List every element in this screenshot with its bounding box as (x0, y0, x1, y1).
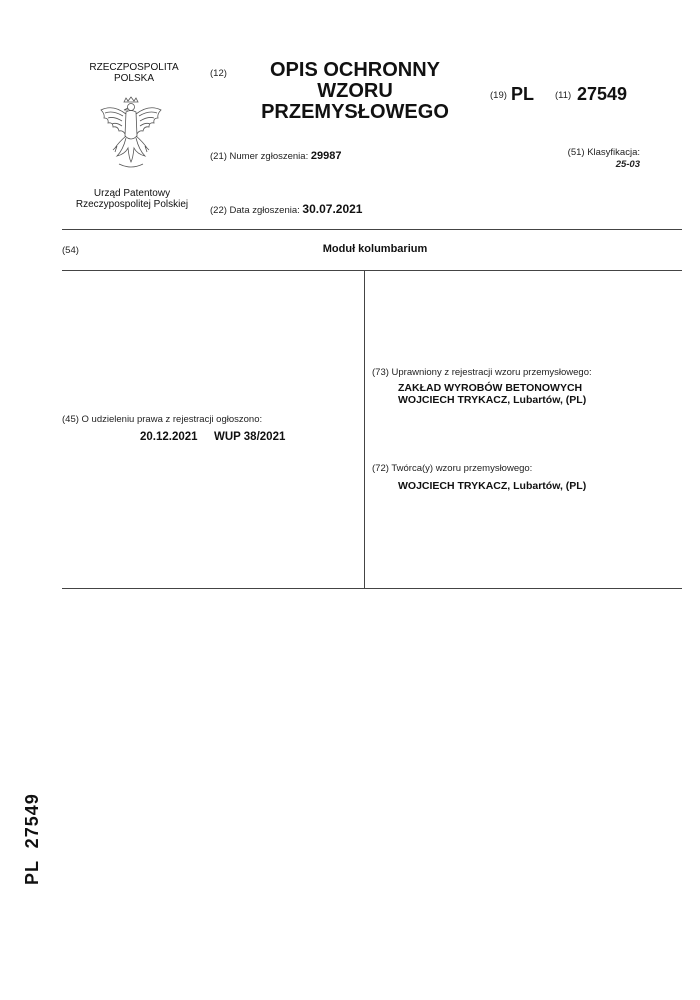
patent-office-name (57, 188, 207, 210)
author-name: WOJCIECH TRYKACZ, Lubartów, (PL) (398, 480, 587, 492)
application-date-value: 30.07.2021 (302, 202, 363, 216)
side-registration-label: PL 27549 (22, 793, 42, 885)
document-type-title (250, 60, 460, 123)
rule-top (62, 229, 682, 230)
office-line-1: Urząd Patentowy (93, 188, 171, 199)
author-label: (72) Twórca(y) wzoru przemysłowego: (372, 463, 533, 474)
holder-line-1: ZAKŁAD WYROBÓW BETONOWYCH (398, 382, 583, 394)
office-line-2: Rzeczypospolitej Polskiej (75, 199, 189, 210)
application-number-label: (21) Numer zgłoszenia: (210, 151, 309, 162)
country-code: PL (511, 84, 535, 104)
holder-line-2: WOJCIECH TRYKACZ, Lubartów, (PL) (398, 394, 587, 406)
column-divider (364, 270, 365, 588)
title-line-2: WZORU (317, 80, 393, 102)
country-line-1: RZECZPOSPOLITA (89, 62, 179, 73)
application-date-label: (22) Data zgłoszenia: (210, 205, 300, 216)
title-line-3: PRZEMYSŁOWEGO (261, 101, 449, 123)
country-line-2: POLSKA (113, 73, 155, 84)
rule-under-title (62, 270, 682, 271)
holder-name (398, 382, 586, 406)
publication-label: (45) O udzieleniu prawa z rejestracji ogłoszono: (62, 414, 263, 425)
rule-bottom (62, 588, 682, 589)
classification-label: (51) Klasyfikacja: (567, 147, 640, 158)
polish-eagle-emblem-icon (95, 96, 167, 176)
code-12: (12) (210, 68, 227, 79)
classification-value: 25-03 (615, 159, 640, 170)
code-19: (19) (490, 90, 507, 101)
publication-date: 20.12.2021 (140, 431, 198, 443)
design-title: Moduł kolumbarium (322, 243, 428, 255)
publication-bulletin: WUP 38/2021 (213, 431, 286, 443)
title-line-1: OPIS OCHRONNY (269, 59, 441, 81)
application-number (210, 150, 341, 162)
code-54: (54) (62, 245, 79, 256)
application-number-value: 29987 (310, 150, 342, 162)
country-name (75, 62, 193, 84)
classification (520, 147, 640, 171)
publication-value (140, 431, 285, 443)
code-11: (11) (555, 90, 572, 101)
registration-number: 27549 (577, 84, 628, 104)
application-date (210, 202, 362, 216)
holder-label: (73) Uprawniony z rejestracji wzoru przemysłowego: (372, 367, 592, 378)
